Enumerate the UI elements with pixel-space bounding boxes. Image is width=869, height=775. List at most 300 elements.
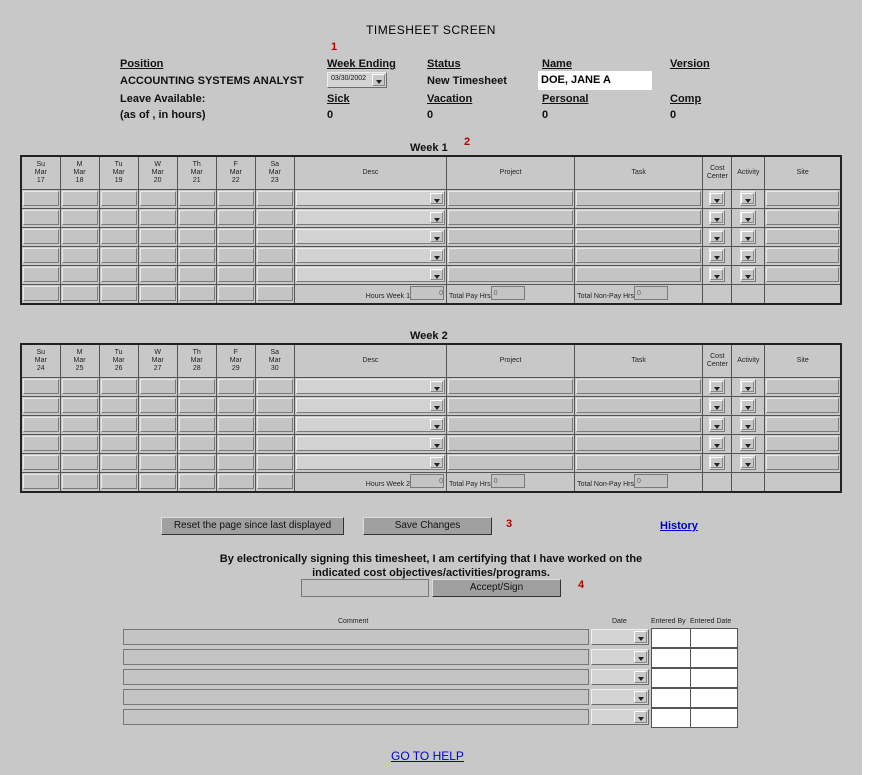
- hours-input[interactable]: [23, 191, 59, 206]
- hours-cell: [21, 453, 60, 472]
- cost-center-select[interactable]: [709, 398, 725, 413]
- chevron-down-icon: [430, 250, 443, 261]
- day-total-input: [62, 474, 98, 489]
- personal-label: Personal: [542, 93, 589, 105]
- hours-cell: [99, 453, 138, 472]
- hours-cell: [60, 246, 99, 265]
- day-total-input: [101, 474, 137, 489]
- hours-cell: [99, 434, 138, 453]
- desc-select[interactable]: [296, 210, 445, 225]
- cost-center-select[interactable]: [709, 248, 725, 263]
- cost-center-cell: [703, 246, 732, 265]
- project-input[interactable]: [448, 210, 573, 225]
- hours-input[interactable]: [218, 379, 254, 394]
- hours-input[interactable]: [140, 455, 176, 470]
- chevron-down-icon: [430, 212, 443, 223]
- hours-input[interactable]: [218, 191, 254, 206]
- activity-cell: [732, 453, 765, 472]
- total-pay-cell: [447, 472, 575, 492]
- project-input[interactable]: [448, 417, 573, 432]
- activity-select[interactable]: [740, 455, 756, 470]
- week1-day-header: [60, 156, 99, 189]
- hours-input[interactable]: [218, 455, 254, 470]
- hours-cell: [99, 189, 138, 208]
- project-input[interactable]: [448, 229, 573, 244]
- hours-week-label: Hours Week 1: [365, 292, 410, 300]
- site-input[interactable]: [766, 398, 839, 413]
- activity-select[interactable]: [740, 417, 756, 432]
- date-header: Date: [612, 618, 627, 625]
- day-header-line: Su: [36, 160, 46, 168]
- project-input[interactable]: [448, 191, 573, 206]
- chevron-down-icon: [430, 438, 443, 449]
- activity-select[interactable]: [740, 398, 756, 413]
- activity-cell: [732, 246, 765, 265]
- hours-input[interactable]: [257, 379, 293, 394]
- table-row: [21, 208, 841, 227]
- week-ending-select[interactable]: [327, 72, 387, 88]
- site-input[interactable]: [766, 455, 839, 470]
- desc-select[interactable]: [296, 436, 445, 451]
- cost-center-select[interactable]: [709, 267, 725, 282]
- hours-input[interactable]: [257, 417, 293, 432]
- task-input[interactable]: [576, 455, 701, 470]
- day-header-line: F: [233, 160, 238, 168]
- hours-cell: [138, 434, 177, 453]
- week2-col-desc: Desc: [294, 344, 446, 377]
- day-header-line: Mar: [112, 356, 125, 364]
- day-total-cell: [177, 472, 216, 492]
- cost-center-cell: [703, 453, 732, 472]
- site-input[interactable]: [766, 379, 839, 394]
- task-input[interactable]: [576, 398, 701, 413]
- hours-input[interactable]: [179, 191, 215, 206]
- hours-input[interactable]: [62, 210, 98, 225]
- hours-input[interactable]: [218, 417, 254, 432]
- chevron-down-icon: [741, 269, 754, 280]
- hours-cell: [99, 415, 138, 434]
- position-value: ACCOUNTING SYSTEMS ANALYST: [120, 75, 304, 87]
- go-to-help-link[interactable]: GO TO HELP: [391, 749, 464, 763]
- hours-cell: [138, 246, 177, 265]
- comment-input[interactable]: [123, 629, 589, 645]
- hours-input[interactable]: [179, 267, 215, 282]
- day-header-line: Mar: [151, 168, 164, 176]
- desc-select[interactable]: [296, 417, 445, 432]
- hours-input[interactable]: [101, 267, 137, 282]
- day-total-input: [218, 474, 254, 489]
- desc-select[interactable]: [296, 379, 445, 394]
- day-total-input: [23, 286, 59, 301]
- day-total-cell: [255, 284, 294, 304]
- week2-col-project: Project: [447, 344, 575, 377]
- desc-select[interactable]: [296, 267, 445, 282]
- task-cell: [575, 396, 703, 415]
- chevron-down-icon: [741, 212, 754, 223]
- day-header-line: 19: [114, 176, 123, 184]
- chevron-down-icon: [741, 231, 754, 242]
- hours-input[interactable]: [23, 267, 59, 282]
- activity-select[interactable]: [740, 210, 756, 225]
- reset-button[interactable]: Reset the page since last displayed: [161, 517, 344, 535]
- hours-input[interactable]: [257, 248, 293, 263]
- hours-input[interactable]: [179, 229, 215, 244]
- accept-sign-button[interactable]: Accept/Sign: [432, 579, 561, 597]
- hours-cell: [60, 415, 99, 434]
- hours-input[interactable]: [23, 248, 59, 263]
- desc-select[interactable]: [296, 229, 445, 244]
- hours-input[interactable]: [140, 191, 176, 206]
- hours-input[interactable]: [140, 436, 176, 451]
- chevron-down-icon: [634, 691, 647, 703]
- task-cell: [575, 208, 703, 227]
- week1-title: Week 1: [410, 142, 448, 154]
- hours-input[interactable]: [140, 417, 176, 432]
- hours-cell: [21, 208, 60, 227]
- task-input[interactable]: [576, 229, 701, 244]
- hours-cell: [60, 434, 99, 453]
- chevron-down-icon: [430, 231, 443, 242]
- week1-col-activity: Activity: [732, 156, 765, 189]
- project-input[interactable]: [448, 379, 573, 394]
- hours-input[interactable]: [62, 417, 98, 432]
- activity-cell: [732, 227, 765, 246]
- hours-input[interactable]: [62, 248, 98, 263]
- day-total-cell: [138, 284, 177, 304]
- activity-cell: [732, 208, 765, 227]
- hours-input[interactable]: [140, 398, 176, 413]
- chevron-down-icon: [710, 231, 723, 242]
- hours-input[interactable]: [101, 417, 137, 432]
- hours-input[interactable]: [62, 379, 98, 394]
- signature-input[interactable]: [301, 579, 429, 597]
- task-input[interactable]: [576, 191, 701, 206]
- hours-cell: [99, 396, 138, 415]
- entered-by-header: Entered By: [651, 618, 686, 625]
- site-input[interactable]: [766, 210, 839, 225]
- hours-input[interactable]: [218, 248, 254, 263]
- hours-input[interactable]: [218, 267, 254, 282]
- site-cell: [765, 208, 841, 227]
- activity-cell: [732, 415, 765, 434]
- task-cell: [575, 265, 703, 284]
- hours-cell: [138, 227, 177, 246]
- desc-select[interactable]: [296, 455, 445, 470]
- day-total-cell: [99, 472, 138, 492]
- total-nonpay-label: Total Non-Pay Hrs: [577, 480, 634, 488]
- empty-cell: [703, 472, 732, 492]
- comment-date-select[interactable]: [591, 689, 649, 705]
- week1-table: [20, 155, 842, 305]
- hours-input[interactable]: [101, 229, 137, 244]
- cost-center-select[interactable]: [709, 210, 725, 225]
- project-cell: [447, 227, 575, 246]
- hours-input[interactable]: [101, 436, 137, 451]
- cost-center-cell: [703, 227, 732, 246]
- site-cell: [765, 246, 841, 265]
- comment-input[interactable]: [123, 649, 589, 665]
- hours-input[interactable]: [218, 229, 254, 244]
- task-input[interactable]: [576, 248, 701, 263]
- hours-input[interactable]: [179, 436, 215, 451]
- task-input[interactable]: [576, 210, 701, 225]
- day-total-input: [179, 474, 215, 489]
- site-cell: [765, 396, 841, 415]
- hours-input[interactable]: [257, 191, 293, 206]
- hours-cell: [177, 434, 216, 453]
- hours-cell: [138, 396, 177, 415]
- project-input[interactable]: [448, 398, 573, 413]
- hours-input[interactable]: [23, 379, 59, 394]
- entered-date-cell: [690, 628, 738, 648]
- site-input[interactable]: [766, 267, 839, 282]
- hours-input[interactable]: [23, 436, 59, 451]
- site-cell: [765, 377, 841, 396]
- day-header-line: Mar: [73, 168, 86, 176]
- comment-input[interactable]: [123, 689, 589, 705]
- hours-input[interactable]: [257, 210, 293, 225]
- hours-input[interactable]: [23, 210, 59, 225]
- hours-cell: [21, 415, 60, 434]
- hours-cell: [216, 396, 255, 415]
- chevron-down-icon: [430, 400, 443, 411]
- total-nonpay-cell: [575, 472, 703, 492]
- hours-input[interactable]: [23, 229, 59, 244]
- marker-2: 2: [464, 136, 471, 148]
- comment-date-select[interactable]: [591, 669, 649, 685]
- hours-input[interactable]: [179, 455, 215, 470]
- hours-input[interactable]: [23, 398, 59, 413]
- hours-input[interactable]: [179, 248, 215, 263]
- day-total-input: [179, 286, 215, 301]
- chevron-down-icon: [710, 212, 723, 223]
- cost-center-cell: [703, 189, 732, 208]
- hours-cell: [177, 453, 216, 472]
- hours-input[interactable]: [62, 267, 98, 282]
- vacation-label: Vacation: [427, 93, 473, 105]
- hours-cell: [216, 415, 255, 434]
- cost-center-select[interactable]: [709, 379, 725, 394]
- chevron-down-icon: [430, 269, 443, 280]
- hours-input[interactable]: [257, 267, 293, 282]
- entered-by-cell: [651, 708, 692, 728]
- activity-select[interactable]: [740, 379, 756, 394]
- hours-input[interactable]: [62, 229, 98, 244]
- comment-input[interactable]: [123, 669, 589, 685]
- hours-input[interactable]: [179, 379, 215, 394]
- hours-input[interactable]: [257, 229, 293, 244]
- project-input[interactable]: [448, 248, 573, 263]
- day-header-line: 22: [231, 176, 240, 184]
- desc-cell: [294, 453, 446, 472]
- hours-input[interactable]: [140, 229, 176, 244]
- chevron-down-icon: [634, 651, 647, 663]
- hours-input[interactable]: [101, 379, 137, 394]
- total-pay-label: Total Pay Hrs: [449, 292, 491, 300]
- hours-input[interactable]: [218, 398, 254, 413]
- hours-input[interactable]: [101, 210, 137, 225]
- table-row: [21, 265, 841, 284]
- day-header-line: M: [76, 348, 83, 356]
- desc-select[interactable]: [296, 398, 445, 413]
- activity-cell: [732, 434, 765, 453]
- save-changes-button[interactable]: Save Changes: [363, 517, 492, 535]
- hours-input[interactable]: [140, 379, 176, 394]
- hours-week-value: 0: [410, 474, 444, 488]
- hours-input[interactable]: [23, 417, 59, 432]
- day-header-line: 23: [270, 176, 279, 184]
- hours-cell: [177, 189, 216, 208]
- day-header-line: M: [76, 160, 83, 168]
- hours-input[interactable]: [218, 210, 254, 225]
- hours-cell: [21, 434, 60, 453]
- site-input[interactable]: [766, 417, 839, 432]
- hours-input[interactable]: [62, 455, 98, 470]
- hours-input[interactable]: [218, 436, 254, 451]
- desc-cell: [294, 265, 446, 284]
- day-header-line: 28: [192, 364, 201, 372]
- hours-input[interactable]: [140, 267, 176, 282]
- empty-cell: [732, 472, 765, 492]
- activity-cell: [732, 396, 765, 415]
- hours-cell: [138, 377, 177, 396]
- cost-center-select[interactable]: [709, 229, 725, 244]
- site-input[interactable]: [766, 248, 839, 263]
- project-cell: [447, 246, 575, 265]
- position-label: Position: [120, 58, 164, 70]
- comment-date-select[interactable]: [591, 629, 649, 645]
- hours-input[interactable]: [257, 436, 293, 451]
- task-cell: [575, 377, 703, 396]
- total-nonpay-label: Total Non-Pay Hrs: [577, 292, 634, 300]
- site-input[interactable]: [766, 191, 839, 206]
- hours-week-value: 0: [410, 286, 444, 300]
- cost-center-select[interactable]: [709, 436, 725, 451]
- activity-select[interactable]: [740, 436, 756, 451]
- site-input[interactable]: [766, 436, 839, 451]
- site-input[interactable]: [766, 229, 839, 244]
- name-value: DOE, JANE A: [538, 71, 652, 90]
- activity-select[interactable]: [740, 248, 756, 263]
- hours-cell: [21, 265, 60, 284]
- desc-select[interactable]: [296, 248, 445, 263]
- chevron-down-icon: [741, 400, 754, 411]
- hours-input[interactable]: [23, 455, 59, 470]
- task-input[interactable]: [576, 267, 701, 282]
- day-header-line: Mar: [151, 356, 164, 364]
- project-input[interactable]: [448, 267, 573, 282]
- hours-input[interactable]: [179, 417, 215, 432]
- cost-center-cell: [703, 434, 732, 453]
- task-cell: [575, 453, 703, 472]
- cost-center-select[interactable]: [709, 191, 725, 206]
- hours-input[interactable]: [179, 210, 215, 225]
- hours-cell: [138, 208, 177, 227]
- chevron-down-icon: [710, 269, 723, 280]
- hours-cell: [216, 227, 255, 246]
- hours-input[interactable]: [101, 248, 137, 263]
- hours-input[interactable]: [62, 191, 98, 206]
- site-cell: [765, 453, 841, 472]
- day-header-line: 29: [231, 364, 240, 372]
- entered-date-header: Entered Date: [690, 618, 732, 625]
- day-header-line: 26: [114, 364, 123, 372]
- project-cell: [447, 453, 575, 472]
- week2-day-header: [255, 344, 294, 377]
- hours-cell: [60, 189, 99, 208]
- cost-center-cell: [703, 377, 732, 396]
- hours-cell: [255, 189, 294, 208]
- activity-select[interactable]: [740, 191, 756, 206]
- cost-center-select[interactable]: [709, 455, 725, 470]
- day-total-cell: [21, 284, 60, 304]
- project-cell: [447, 377, 575, 396]
- day-header-line: Mar: [34, 168, 47, 176]
- hours-input[interactable]: [101, 455, 137, 470]
- hours-week-cell: [294, 284, 446, 304]
- history-link[interactable]: History: [660, 520, 698, 532]
- hours-cell: [138, 265, 177, 284]
- day-header-line: Mar: [268, 356, 281, 364]
- hours-input[interactable]: [140, 210, 176, 225]
- comment-date-select[interactable]: [591, 649, 649, 665]
- project-input[interactable]: [448, 455, 573, 470]
- hours-input[interactable]: [62, 398, 98, 413]
- hours-input[interactable]: [101, 398, 137, 413]
- week-ending-label: Week Ending: [327, 58, 396, 70]
- hours-input[interactable]: [62, 436, 98, 451]
- day-total-cell: [255, 472, 294, 492]
- week2-col-activity: Activity: [732, 344, 765, 377]
- desc-cell: [294, 434, 446, 453]
- comment-date-select[interactable]: [591, 709, 649, 725]
- desc-select[interactable]: [296, 191, 445, 206]
- hours-input[interactable]: [101, 191, 137, 206]
- hours-input[interactable]: [257, 398, 293, 413]
- hours-cell: [255, 453, 294, 472]
- hours-input[interactable]: [179, 398, 215, 413]
- hours-cell: [177, 227, 216, 246]
- vacation-value: 0: [427, 109, 434, 121]
- empty-cell: [703, 284, 732, 304]
- project-input[interactable]: [448, 436, 573, 451]
- hours-cell: [177, 377, 216, 396]
- site-cell: [765, 189, 841, 208]
- week2-col-site: Site: [765, 344, 841, 377]
- task-input[interactable]: [576, 436, 701, 451]
- hours-input[interactable]: [257, 455, 293, 470]
- activity-cell: [732, 189, 765, 208]
- comment-input[interactable]: [123, 709, 589, 725]
- total-pay-cell: [447, 284, 575, 304]
- task-cell: [575, 415, 703, 434]
- chevron-down-icon: [710, 438, 723, 449]
- chevron-down-icon: [430, 457, 443, 468]
- day-header-line: 18: [75, 176, 84, 184]
- activity-select[interactable]: [740, 229, 756, 244]
- hours-input[interactable]: [140, 248, 176, 263]
- day-total-input: [140, 286, 176, 301]
- task-input[interactable]: [576, 417, 701, 432]
- chevron-down-icon: [430, 381, 443, 392]
- hours-cell: [255, 377, 294, 396]
- activity-select[interactable]: [740, 267, 756, 282]
- cost-center-select[interactable]: [709, 417, 725, 432]
- task-input[interactable]: [576, 379, 701, 394]
- week-ending-value: 03/30/2002: [331, 75, 367, 82]
- week1-header-row: [21, 156, 841, 189]
- desc-cell: [294, 377, 446, 396]
